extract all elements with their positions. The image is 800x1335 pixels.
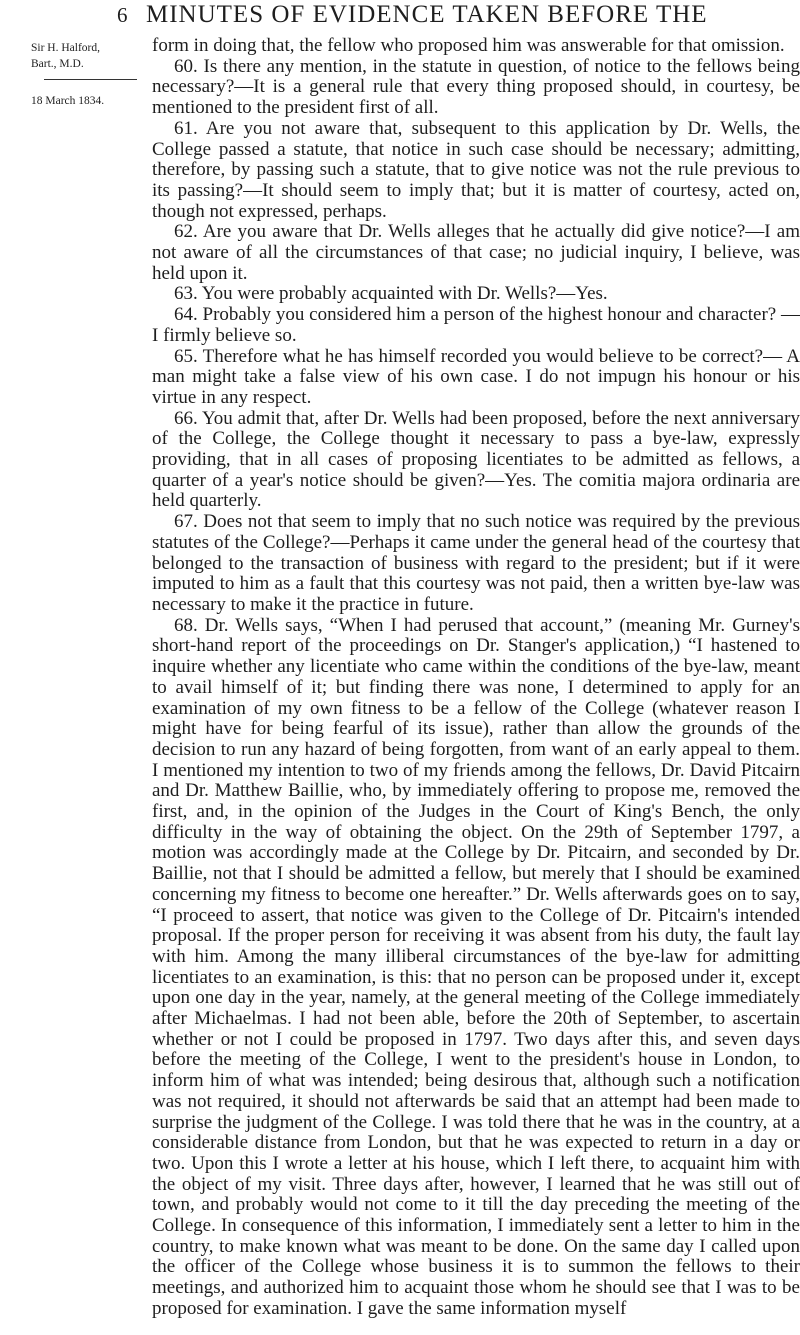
question-67: 67. Does not that seem to imply that no such notice was required by the previous statutes of the College?—Perhaps it came under the general head of the courtesy that belonged to the transaction of business with regard to the president; but if it were imputed to him as a fault that this courtesy was not paid, then a written bye-law was necessary to make it the practice in future. — [152, 511, 800, 615]
page-number: 6 — [117, 3, 128, 27]
evidence-text — [152, 36, 800, 1320]
running-title: MINUTES OF EVIDENCE TAKEN BEFORE THE — [146, 1, 708, 28]
question-63: 63. You were probably acquainted with Dr. Wells?—Yes. — [174, 283, 608, 305]
question-61: 61. Are you not aware that, subsequent to this application by Dr. Wells, the College passed a statute, that notice in such case should be necessary; admitting, therefore, by passing such a statute, that to give notice was not the rule previous to its passing?—It should seem to imply that; but it is matter of courtesy, acted on, though not expressed, perhaps. — [152, 117, 800, 222]
question-62: 62. Are you aware that Dr. Wells alleges that he actually did give notice?—I am not aware of all the circumstances of that case; no judicial inquiry, I believe, was held upon it. — [152, 221, 800, 284]
question-60: 60. Is there any mention, in the statute in question, of notice to the fellows being necessary?—It is a general rule that every thing proposed should, in courtesy, be mentioned to the president first of all. — [152, 55, 800, 119]
evidence-date: 18 March 1834. — [31, 95, 105, 107]
witness-name: Sir H. Halford, Bart., M.D. — [31, 42, 100, 70]
question-68: 68. Dr. Wells says, “When I had perused that account,” (meaning Mr. Gurney's short-hand report of the proceedings on Dr. Stanger's application,) “I hastened to inquire whether any licentiate who came within the conditions of the bye-law, meant to avail himself of it; but finding there was none, I determined to apply for an examination of my own fitness to be a fellow of the College (whatever reason I might have for being fearful of its issue), rather than allow the grounds of the decision to run any hazard of being forgotten, from want of an early appeal to them. I mentioned my intention to two of my friends among the fellows, Dr. David Pitcairn and Dr. Matthew Baillie, who, by immediately offering to propose me, removed the first, and, in the opinion of the Judges in the Court of King's Bench, the only difficulty in the way of obtaining the object. On the 29th of September 1797, a motion was accordingly made at the College by Dr. Pitcairn, and seconded by Dr. Baillie, not that I should be admitted a fellow, but merely that I should be examined concerning my fitness to become one hereafter.” Dr. Wells afterwards goes on to say, “I proceed to assert, that notice was given to the College of Dr. Pitcairn's intended proposal. If the proper person for receiving it was absent from his duty, the fault lay with him. Among the many illiberal circumstances of the bye-law for admitting licentiates to an examination, is this: that no person can be proposed under it, except upon one day in the year, namely, at the general meeting of the College immediately after Michaelmas. I had not been able, before the 20th of September, to ascertain whether or not I could be proposed in 1797. Two days after this, and seven days before the meeting of the College, I went to the president's house in London, to inform him of what was intended; being desirous that, although such a notification was not required, it should not afterwards be said that an attempt had been made to surprise the judgment of the College. I was told there that he was in the country, at a considerable distance from London, but that he was expected to return in a day or two. Upon this I wrote a letter at his house, which I left there, to acquaint him with the object of my visit. Three days after, however, I learned that he was still out of town, and probably would not come to it till the day preceding the meeting of the College. In consequence of this information, I immediately sent a letter to him in the country, to make known what was meant to be done. On the same day I called upon the officer of the College whose business it is to summon the fellows to their meetings, and authorized him to acquaint those whom he should see that I was to be proposed for examination. I gave the same information myself — [152, 614, 800, 1319]
question-65: 65. Therefore what he has himself recorded you would believe to be correct?— A man might take a false view of his own case. I do not impugn his honour or his virtue in any respect. — [152, 345, 800, 408]
margin-divider — [44, 79, 137, 80]
paragraph-continuation: form in doing that, the fellow who proposed him was answerable for that omission. — [152, 35, 785, 56]
question-64: 64. Probably you considered him a person of the highest honour and character? —I firmly believe so. — [152, 304, 800, 346]
question-66: 66. You admit that, after Dr. Wells had been proposed, before the next anniversary of the College, the College thought it necessary to pass a bye-law, expressly providing, that in all cases of proposing licentiates to be admitted as fellows, a quarter of a year's notice should be given?—Yes. The comitia majora ordinaria are held quarterly. — [152, 407, 800, 512]
